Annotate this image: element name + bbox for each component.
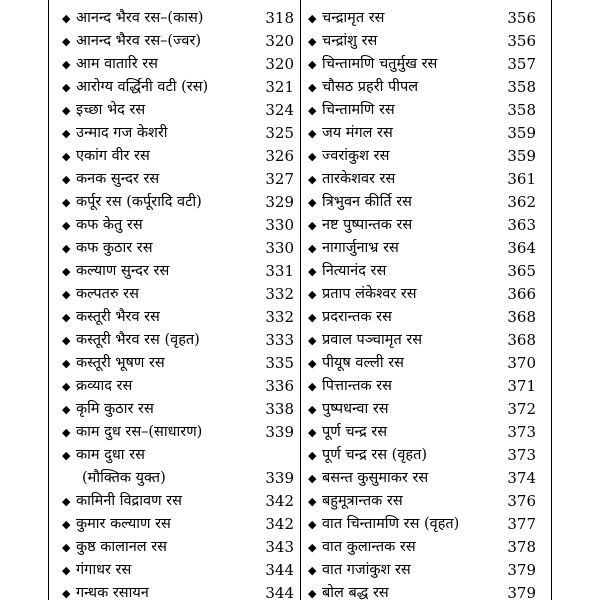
diamond-bullet-icon: ◆ (62, 58, 71, 71)
index-entry (308, 352, 536, 375)
index-entry (62, 513, 294, 536)
entry-name: पूर्ण चन्द्र रस (वृहत) (322, 447, 428, 463)
diamond-bullet-icon: ◆ (308, 357, 317, 370)
index-entry (62, 467, 294, 490)
index-entry (62, 260, 294, 283)
entry-name: चन्द्रांशु रस (322, 33, 378, 49)
index-entry (308, 490, 536, 513)
index-column-right (308, 7, 536, 600)
index-entry (308, 7, 536, 30)
index-entry (308, 99, 536, 122)
index-entry (62, 76, 294, 99)
index-entry (308, 536, 536, 559)
entry-name: कस्तूरी भैरव रस (वृहत) (76, 332, 200, 348)
index-entry (308, 145, 536, 168)
entry-name: बोल बद्ध रस (322, 585, 389, 601)
diamond-bullet-icon: ◆ (62, 242, 71, 255)
entry-page-number: 330 (265, 216, 294, 234)
entry-page-number: 373 (507, 423, 536, 441)
entry-page-number: 318 (265, 9, 294, 27)
entry-name: कस्तूरी भूषण रस (76, 355, 165, 371)
diamond-bullet-icon: ◆ (308, 472, 317, 485)
entry-page-number: 376 (507, 492, 536, 510)
entry-name: कर्पूर रस (कर्पूरादि वटी) (76, 194, 202, 210)
diamond-bullet-icon: ◆ (308, 104, 317, 117)
index-entry (62, 237, 294, 260)
diamond-bullet-icon: ◆ (62, 81, 71, 94)
diamond-bullet-icon: ◆ (62, 127, 71, 140)
diamond-bullet-icon: ◆ (308, 334, 317, 347)
index-entry (62, 283, 294, 306)
diamond-bullet-icon: ◆ (62, 12, 71, 25)
diamond-bullet-icon: ◆ (62, 380, 71, 393)
entry-page-number: 320 (265, 55, 294, 73)
entry-page-number: 366 (507, 285, 536, 303)
entry-name: काम दुध रस–(साधारण) (76, 424, 203, 440)
index-entry (62, 559, 294, 582)
entry-name: आनन्द भैरव रस–(कास) (76, 10, 204, 26)
diamond-bullet-icon: ◆ (62, 541, 71, 554)
entry-name: पूर्ण चन्द्र रस (322, 424, 388, 440)
diamond-bullet-icon: ◆ (62, 564, 71, 577)
entry-name: प्रताप लंकेश्वर रस (322, 286, 417, 302)
entry-page-number: 330 (265, 239, 294, 257)
entry-name: कल्याण सुन्दर रस (76, 263, 170, 279)
entry-page-number: 344 (265, 584, 294, 602)
index-entry (308, 237, 536, 260)
entry-page-number: 357 (507, 55, 536, 73)
entry-name: कफ केतु रस (76, 217, 143, 233)
entry-page-number: 379 (507, 584, 536, 602)
index-entry (308, 122, 536, 145)
entry-page-number: 325 (265, 124, 294, 142)
index-entry (308, 467, 536, 490)
entry-page-number: 324 (265, 101, 294, 119)
diamond-bullet-icon: ◆ (62, 357, 71, 370)
entry-page-number: 379 (507, 561, 536, 579)
index-entry (308, 260, 536, 283)
entry-name: कामिनी विद्रावण रस (76, 493, 182, 509)
index-entry (62, 421, 294, 444)
index-entry (308, 398, 536, 421)
diamond-bullet-icon: ◆ (308, 58, 317, 71)
entry-name: कस्तूरी भैरव रस (76, 309, 160, 325)
diamond-bullet-icon: ◆ (308, 495, 317, 508)
entry-page-number: 339 (265, 469, 294, 487)
diamond-bullet-icon: ◆ (308, 311, 317, 324)
entry-page-number: 335 (265, 354, 294, 372)
entry-page-number: 333 (265, 331, 294, 349)
diamond-bullet-icon: ◆ (62, 173, 71, 186)
diamond-bullet-icon: ◆ (308, 403, 317, 416)
entry-name: इच्छा भेद रस (76, 102, 146, 118)
entry-page-number: 336 (265, 377, 294, 395)
entry-page-number: 321 (265, 78, 294, 96)
entry-name: वात कुलान्तक रस (322, 539, 416, 555)
entry-page-number: 378 (507, 538, 536, 556)
index-entry (62, 375, 294, 398)
entry-name: उन्माद गज केशरी (76, 125, 168, 141)
diamond-bullet-icon: ◆ (308, 564, 317, 577)
index-entry (62, 191, 294, 214)
entry-page-number: 344 (265, 561, 294, 579)
entry-name: वात चिन्तामणि रस (वृहत) (322, 516, 460, 532)
index-entry (308, 76, 536, 99)
index-entry (62, 329, 294, 352)
index-entry (62, 99, 294, 122)
entry-name: पीयूष वल्ली रस (322, 355, 404, 371)
entry-page-number: 362 (507, 193, 536, 211)
index-entry (62, 352, 294, 375)
diamond-bullet-icon: ◆ (308, 449, 317, 462)
diamond-bullet-icon: ◆ (62, 265, 71, 278)
diamond-bullet-icon: ◆ (308, 81, 317, 94)
entry-name: कृमि कुठार रस (76, 401, 154, 417)
entry-page-number: 339 (265, 423, 294, 441)
entry-page-number: 373 (507, 446, 536, 464)
entry-page-number: 329 (265, 193, 294, 211)
index-entry (308, 214, 536, 237)
diamond-bullet-icon: ◆ (308, 541, 317, 554)
entry-page-number: 320 (265, 32, 294, 50)
diamond-bullet-icon: ◆ (62, 334, 71, 347)
entry-name: चौसठ प्रहरी पीपल (322, 79, 419, 95)
entry-name: चिन्तामणि रस (322, 102, 395, 118)
entry-name: गन्धक रसायन (76, 585, 149, 601)
diamond-bullet-icon: ◆ (308, 265, 317, 278)
entry-name: प्रदरान्तक रस (322, 309, 392, 325)
entry-name: तारकेशवर रस (322, 171, 396, 187)
index-entry (308, 513, 536, 536)
entry-page-number: 365 (507, 262, 536, 280)
index-entry (62, 53, 294, 76)
index-entry (62, 398, 294, 421)
diamond-bullet-icon: ◆ (62, 288, 71, 301)
entry-name: कनक सुन्दर रस (76, 171, 160, 187)
entry-page-number: 372 (507, 400, 536, 418)
entry-name: वात गजांकुश रस (322, 562, 411, 578)
index-entry (62, 214, 294, 237)
diamond-bullet-icon: ◆ (308, 127, 317, 140)
diamond-bullet-icon: ◆ (62, 587, 71, 600)
diamond-bullet-icon: ◆ (308, 288, 317, 301)
entry-page-number: 358 (507, 78, 536, 96)
entry-name: नष्ट पुष्पान्तक रस (322, 217, 413, 233)
index-entry (62, 582, 294, 605)
entry-page-number: 361 (507, 170, 536, 188)
entry-page-number: 338 (265, 400, 294, 418)
entry-page-number: 331 (265, 262, 294, 280)
entry-name: नित्यानंद रस (322, 263, 387, 279)
index-entry (62, 490, 294, 513)
diamond-bullet-icon: ◆ (308, 35, 317, 48)
entry-page-number: 359 (507, 124, 536, 142)
index-entry (62, 122, 294, 145)
diamond-bullet-icon: ◆ (308, 196, 317, 209)
index-entry (62, 444, 294, 467)
diamond-bullet-icon: ◆ (308, 12, 317, 25)
diamond-bullet-icon: ◆ (62, 219, 71, 232)
entry-name: कुमार कल्याण रस (76, 516, 171, 532)
index-entry (308, 191, 536, 214)
entry-name: आनन्द भैरव रस–(ज्वर) (76, 33, 202, 49)
entry-page-number: 342 (265, 515, 294, 533)
index-entry (62, 536, 294, 559)
entry-name: गंगाधर रस (76, 562, 132, 578)
entry-name: नागार्जुनाभ्र रस (322, 240, 399, 256)
entry-page-number: 327 (265, 170, 294, 188)
diamond-bullet-icon: ◆ (308, 150, 317, 163)
entry-name: (मौक्तिक युक्त) (82, 470, 166, 486)
entry-page-number: 371 (507, 377, 536, 395)
diamond-bullet-icon: ◆ (62, 104, 71, 117)
diamond-bullet-icon: ◆ (62, 150, 71, 163)
entry-name: कुष्ठ कालानल रस (76, 539, 167, 555)
entry-page-number: 377 (507, 515, 536, 533)
entry-name: चिन्तामणि चतुर्मुख रस (322, 56, 438, 72)
entry-page-number: 342 (265, 492, 294, 510)
entry-page-number: 374 (507, 469, 536, 487)
entry-page-number: 363 (507, 216, 536, 234)
diamond-bullet-icon: ◆ (62, 311, 71, 324)
index-entry (308, 329, 536, 352)
entry-page-number: 332 (265, 308, 294, 326)
entry-page-number: 326 (265, 147, 294, 165)
entry-name: चन्द्रामृत रस (322, 10, 385, 26)
entry-name: बसन्त कुसुमाकर रस (322, 470, 429, 486)
entry-name: ज्वरांकुश रस (322, 148, 390, 164)
diamond-bullet-icon: ◆ (62, 35, 71, 48)
diamond-bullet-icon: ◆ (62, 518, 71, 531)
entry-name: जय मंगल रस (322, 125, 393, 141)
index-entry (308, 559, 536, 582)
entry-page-number: 359 (507, 147, 536, 165)
diamond-bullet-icon: ◆ (308, 219, 317, 232)
diamond-bullet-icon: ◆ (62, 495, 71, 508)
index-entry (308, 30, 536, 53)
entry-page-number: 332 (265, 285, 294, 303)
entry-page-number: 358 (507, 101, 536, 119)
index-entry (308, 283, 536, 306)
entry-page-number: 343 (265, 538, 294, 556)
index-entry (62, 145, 294, 168)
entry-name: एकांग वीर रस (76, 148, 150, 164)
index-entry (308, 582, 536, 605)
diamond-bullet-icon: ◆ (62, 449, 71, 462)
index-entry (62, 7, 294, 30)
diamond-bullet-icon: ◆ (308, 380, 317, 393)
entry-name: पित्तान्तक रस (322, 378, 392, 394)
diamond-bullet-icon: ◆ (308, 242, 317, 255)
entry-name: आम वातारि रस (76, 56, 158, 72)
index-entry (308, 168, 536, 191)
diamond-bullet-icon: ◆ (308, 518, 317, 531)
diamond-bullet-icon: ◆ (62, 426, 71, 439)
entry-page-number: 370 (507, 354, 536, 372)
index-entry (308, 53, 536, 76)
index-entry (308, 421, 536, 444)
entry-name: आरोग्य वर्द्धिनी वटी (रस) (76, 79, 209, 95)
index-column-left (62, 7, 294, 600)
entry-page-number: 368 (507, 308, 536, 326)
index-entry (62, 30, 294, 53)
diamond-bullet-icon: ◆ (62, 196, 71, 209)
entry-page-number: 356 (507, 32, 536, 50)
column-divider (300, 0, 301, 600)
index-entry (62, 306, 294, 329)
index-entry (308, 375, 536, 398)
diamond-bullet-icon: ◆ (62, 403, 71, 416)
diamond-bullet-icon: ◆ (308, 587, 317, 600)
entry-name: कल्पतरु रस (76, 286, 139, 302)
index-entry (62, 168, 294, 191)
entry-page-number: 356 (507, 9, 536, 27)
entry-name: पुष्पधन्वा रस (322, 401, 389, 417)
index-entry (308, 444, 536, 467)
entry-page-number: 364 (507, 239, 536, 257)
entry-name: बहुमूत्रान्तक रस (322, 493, 403, 509)
entry-name: त्रिभुवन कीर्ति रस (322, 194, 412, 210)
index-entry (308, 306, 536, 329)
entry-name: काम दुधा रस (76, 447, 145, 463)
entry-page-number: 368 (507, 331, 536, 349)
entry-name: प्रवाल पञ्चामृत रस (322, 332, 423, 348)
diamond-bullet-icon: ◆ (308, 426, 317, 439)
diamond-bullet-icon: ◆ (308, 173, 317, 186)
entry-name: क्रव्याद रस (76, 378, 133, 394)
entry-name: कफ कुठार रस (76, 240, 153, 256)
